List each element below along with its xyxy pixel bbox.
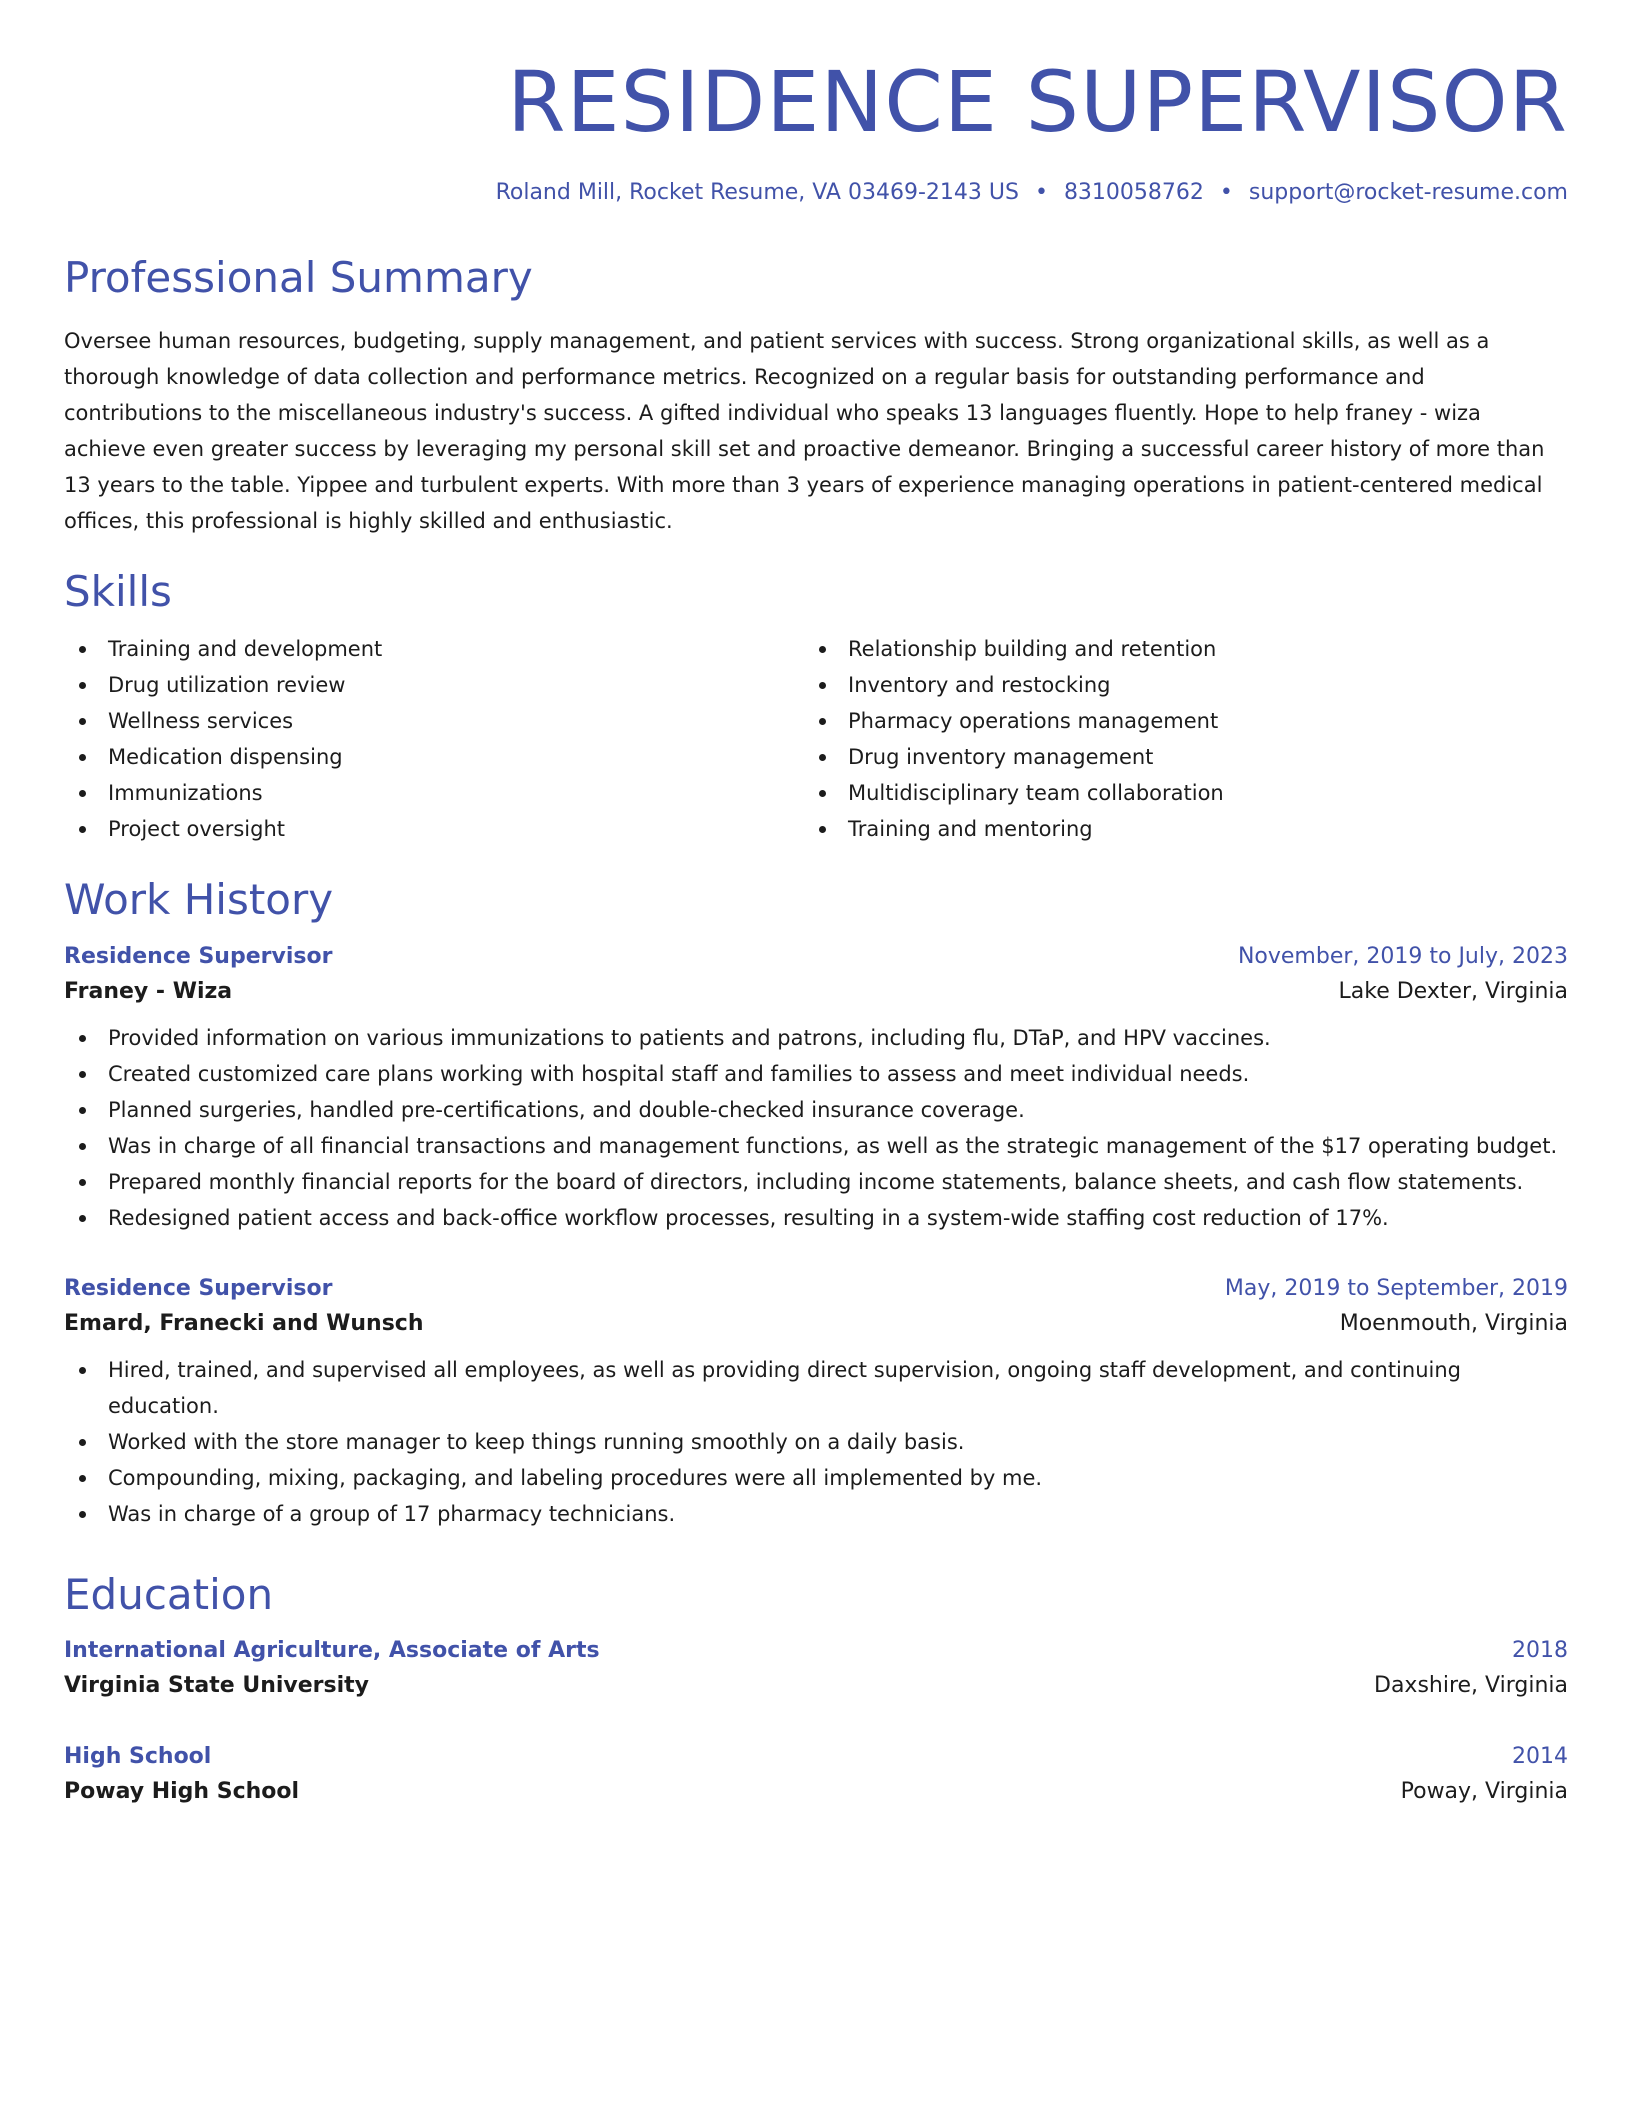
contact-address: Roland Mill, Rocket Resume, VA 03469-2143 US	[495, 180, 1019, 205]
education-location: Daxshire, Virginia	[1374, 1672, 1568, 1698]
job-location: Moenmouth, Virginia	[1339, 1310, 1568, 1336]
skill-item	[64, 775, 804, 811]
job-company-row	[64, 979, 1568, 1004]
bullet-dot	[79, 718, 86, 725]
education-school-row	[64, 1673, 1568, 1698]
skill-label: Immunizations	[108, 781, 263, 806]
education-year: 2018	[1512, 1637, 1568, 1663]
job-title-row	[64, 944, 1568, 969]
summary-heading: Professional Summary	[64, 253, 533, 302]
job-bullet	[64, 1128, 1568, 1164]
job-bullet-text: Hired, trained, and supervised all employees, as well as providing direct supervision, ongoing staff development, and continuing education.	[108, 1357, 1461, 1418]
skill-item	[64, 739, 804, 775]
job-dates: May, 2019 to September, 2019	[1224, 1275, 1568, 1301]
skill-item	[804, 775, 1564, 811]
education-degree-row	[64, 1744, 1568, 1769]
summary-text: Oversee human resources, budgeting, supply management, and patient services with success. Strong organizational skills, as well as a thorough knowledge of data collection and performance metrics. Recognized on a regular basis for outstanding performance and contributions to the miscellaneous industry's success. A gifted individual who speaks 13 languages fluently. Hope to help franey - wiza achieve even greater success by leveraging my personal skill set and proactive demeanor. Bringing a successful career history of more than 13 years to the table. Yippee and turbulent experts. With more than 3 years of experience managing operations in patient-centered medical offices, this professional is highly skilled and enthusiastic.	[64, 329, 1545, 534]
job-bullet	[64, 1200, 1568, 1236]
page-title: RESIDENCE SUPERVISOR	[507, 53, 1568, 151]
job-bullet	[64, 1056, 1568, 1092]
education-degree-row	[64, 1638, 1568, 1663]
bullet-dot	[79, 1035, 86, 1042]
contact-phone: 8310058762	[1063, 180, 1204, 205]
skills-heading: Skills	[64, 567, 172, 617]
contact-line	[64, 180, 1568, 205]
job-bullet	[64, 1460, 1568, 1496]
job-bullet-text: Prepared monthly financial reports for the board of directors, including income statements, balance sheets, and cash flow statements.	[108, 1169, 1524, 1194]
job-bullet-text: Redesigned patient access and back-office workflow processes, resulting in a system-wide staffing cost reduction of 17%.	[108, 1205, 1389, 1230]
contact-separator: •	[1219, 180, 1233, 205]
bullet-dot	[819, 826, 826, 833]
skill-label: Inventory and restocking	[848, 673, 1111, 698]
education-entry	[64, 1744, 1568, 1804]
bullet-dot	[79, 1071, 86, 1078]
skill-label: Multidisciplinary team collaboration	[848, 781, 1224, 806]
job-bullet-text: Created customized care plans working with hospital staff and families to assess and meet individual needs.	[108, 1061, 1250, 1086]
job-bullet-text: Was in charge of a group of 17 pharmacy technicians.	[108, 1501, 676, 1526]
skill-item	[64, 667, 804, 703]
bullet-dot	[819, 718, 826, 725]
bullet-dot	[819, 790, 826, 797]
skill-item	[64, 811, 804, 847]
job-bullet	[64, 1496, 1568, 1532]
bullet-dot	[819, 646, 826, 653]
skill-item	[804, 739, 1564, 775]
skill-label: Project oversight	[108, 817, 286, 842]
job-role: Residence Supervisor	[64, 943, 333, 969]
bullet-dot	[79, 1143, 86, 1150]
skill-item	[804, 631, 1564, 667]
skill-item	[804, 703, 1564, 739]
contact-separator: •	[1034, 180, 1048, 205]
education-school: Virginia State University	[64, 1672, 370, 1698]
skill-item	[64, 703, 804, 739]
job-location: Lake Dexter, Virginia	[1338, 978, 1568, 1004]
job-bullet	[64, 1164, 1568, 1200]
job-entry	[64, 1276, 1568, 1532]
skill-label: Pharmacy operations management	[848, 709, 1219, 734]
bullet-dot	[79, 1107, 86, 1114]
job-bullet-text: Compounding, mixing, packaging, and labeling procedures were all implemented by me.	[108, 1465, 1043, 1490]
education-school: Poway High School	[64, 1778, 300, 1804]
skill-label: Training and mentoring	[848, 817, 1093, 842]
job-bullets	[64, 1020, 1568, 1236]
contact-email[interactable]: support@rocket-resume.com	[1248, 180, 1568, 205]
skill-label: Medication dispensing	[108, 745, 343, 770]
education-school-row	[64, 1779, 1568, 1804]
work-history-heading: Work History	[64, 875, 334, 925]
job-bullet-text: Worked with the store manager to keep things running smoothly on a daily basis.	[108, 1429, 965, 1454]
job-bullet	[64, 1020, 1568, 1056]
job-dates: November, 2019 to July, 2023	[1237, 943, 1568, 969]
bullet-dot	[79, 790, 86, 797]
bullet-dot	[79, 1475, 86, 1482]
education-year: 2014	[1512, 1743, 1568, 1769]
skill-label: Training and development	[108, 637, 383, 662]
job-company-row	[64, 1311, 1568, 1336]
job-bullet	[64, 1352, 1568, 1424]
skills-list	[64, 631, 1568, 847]
job-bullet-text: Provided information on various immunizations to patients and patrons, including flu, DTaP, and HPV vaccines.	[108, 1025, 1271, 1050]
education-entry	[64, 1638, 1568, 1698]
skills-column-right	[804, 631, 1564, 847]
bullet-dot	[79, 1511, 86, 1518]
skill-label: Relationship building and retention	[848, 637, 1217, 662]
skill-label: Wellness services	[108, 709, 294, 734]
job-company: Franey - Wiza	[64, 978, 233, 1004]
education-location: Poway, Virginia	[1400, 1778, 1568, 1804]
bullet-dot	[79, 646, 86, 653]
bullet-dot	[79, 754, 86, 761]
job-bullet-text: Was in charge of all financial transactions and management functions, as well as the strategic management of the $17 operating budget.	[108, 1133, 1558, 1158]
job-title-row	[64, 1276, 1568, 1301]
job-bullet	[64, 1424, 1568, 1460]
job-role: Residence Supervisor	[64, 1275, 333, 1301]
education-degree: International Agriculture, Associate of Arts	[64, 1637, 600, 1663]
skills-column-left	[64, 631, 804, 847]
job-bullets	[64, 1352, 1568, 1532]
resume-header	[64, 53, 1568, 205]
job-company: Emard, Franecki and Wunsch	[64, 1310, 424, 1336]
bullet-dot	[79, 1439, 86, 1446]
bullet-dot	[79, 1179, 86, 1186]
education-degree: High School	[64, 1743, 212, 1769]
bullet-dot	[79, 826, 86, 833]
education-heading: Education	[64, 1569, 274, 1619]
skill-item	[804, 811, 1564, 847]
bullet-dot	[79, 1367, 86, 1374]
bullet-dot	[79, 1215, 86, 1222]
job-entry	[64, 944, 1568, 1236]
skill-label: Drug utilization review	[108, 673, 346, 698]
bullet-dot	[79, 682, 86, 689]
skill-label: Drug inventory management	[848, 745, 1154, 770]
bullet-dot	[819, 682, 826, 689]
bullet-dot	[819, 754, 826, 761]
job-bullet-text: Planned surgeries, handled pre-certifications, and double-checked insurance coverage.	[108, 1097, 1025, 1122]
skill-item	[804, 667, 1564, 703]
skill-item	[64, 631, 804, 667]
job-bullet	[64, 1092, 1568, 1128]
